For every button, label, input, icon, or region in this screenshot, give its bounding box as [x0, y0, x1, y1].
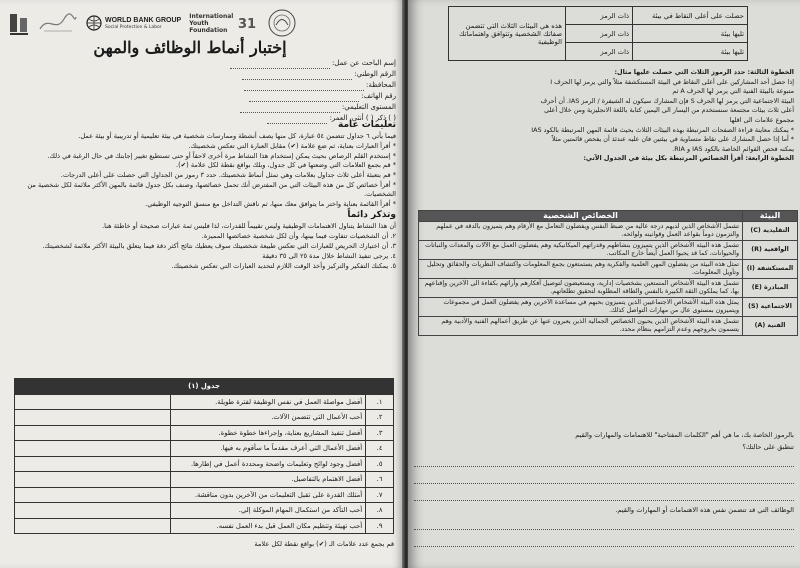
question-keywords-cont: تنطبق على حالتك؟: [742, 443, 794, 451]
step3-heading: الخطوة الثالثة: حدد الرموز الثلاث التي حصلت عليها مثال:: [614, 68, 794, 76]
table-row: [15, 518, 394, 534]
env-row: [419, 317, 798, 336]
education-field[interactable]: [240, 104, 340, 113]
instructions-heading: تعليمات عامة: [338, 120, 396, 130]
form-name-row: [6, 58, 396, 69]
row-answer-cell[interactable]: [15, 441, 171, 457]
education-label: المستوى التعليمي:: [341, 103, 396, 111]
national-id-field[interactable]: [242, 71, 352, 80]
applicant-form: [6, 58, 396, 124]
row-number: ٣.: [366, 425, 394, 441]
remember-item: ٤. يرجى تنفيذ النشاط خلال مدة ٢٥ الى ٣٥ دقيقة: [262, 251, 396, 260]
question-keywords: بالرموز الخاصة بك، ما هي أهم "الكلمات المفتاحية" للاهتمامات والمهارات والقيم: [575, 431, 794, 439]
instruction-item: * أقرأ العبارات بعناية، ثم ضع علامة (✔) مقابل العبارة التي تعكس شخصيتك.: [188, 141, 396, 150]
row-number: ٨.: [366, 503, 394, 519]
answer-line[interactable]: [414, 488, 794, 501]
partner-logo-icon: [8, 10, 30, 36]
env-traits: تشمل هذه البيئة الأشخاص المتمتعين بشخصيات إدارية، ويستعيضون لتوصيل أفكارهم وأرائهم بكفاءة الى الآخرين وإقناعهم بها، كما يملكون الثقة الكبيرة بالنفس والطاقة المطلوبة لتحقيق تطلعاتهم.: [419, 279, 743, 298]
form-id-row: [6, 69, 396, 80]
env-name: الاجتماعية (S): [743, 298, 798, 317]
row-answer-cell[interactable]: [15, 410, 171, 426]
traits-header: الخصائص الشخصية: [419, 211, 743, 222]
row-statement: أفضل الأعمال التي أعرف مقدماً ما سأقوم به فيها.: [170, 441, 366, 457]
instruction-item: * قم بجمع العلامات التي وضعتها في كل جدول، وبلك بواقع نقطة لكل علامة (✔).: [175, 161, 396, 170]
environments-table: [418, 210, 798, 336]
row-answer-cell[interactable]: [15, 487, 171, 503]
summary-label: تليها بيئة: [633, 25, 748, 43]
step3-line: البيئة الاجتماعية التي يرمز لها الحرف S فإن المشارك سيكون له الشيفرة / الرمز IAS. أن أحرف: [540, 96, 794, 105]
youth-logo-icon: [237, 13, 259, 33]
row-number: ٢.: [366, 410, 394, 426]
form-education-row: [6, 102, 396, 113]
row-statement: أفضل وجود لوائح وتعليمات واضحة ومحددة أعمل في إطارها.: [170, 456, 366, 472]
env-name: الواقعية (R): [743, 241, 798, 260]
step3-line: إذا حصل أحد المشاركين على أعلى النقاط في البيئة المستكشفة مثلاً والتي يرمز لها الحرف I: [550, 77, 794, 86]
env-name: المبادرة (E): [743, 279, 798, 298]
table-row: [15, 410, 394, 426]
table-row: [15, 456, 394, 472]
env-row: [419, 298, 798, 317]
world-bank-name: WORLD BANK GROUP: [105, 16, 182, 24]
row-statement: أحب التأكد من استكمال المهام الموكلة إلي.: [170, 503, 366, 519]
env-name: التقليدية (C): [743, 222, 798, 241]
env-traits: تشمل الأشخاص الذين لديهم درجة عالية من ضبط النفس ويفضلون التعامل مع الأرقام وهم يتميزون بالدقة في عملهم والتزمون دوماً بقواعد العمل وقوانينه ولوائحه.: [419, 222, 743, 241]
env-header: البيئة: [743, 211, 798, 222]
instructions-section: [8, 118, 396, 271]
summary-note: هذه هي البيئات الثلاث التي تتضمن صفاتك الشخصية وتتوافق واهتماماتك الوظيفية: [449, 7, 566, 61]
summary-label: تليها بيئة: [633, 43, 748, 61]
row-number: ٧.: [366, 487, 394, 503]
phone-field[interactable]: [249, 93, 359, 102]
env-header-row: [419, 211, 798, 222]
table-row: [15, 425, 394, 441]
table-row: [15, 394, 394, 410]
answer-line[interactable]: [414, 454, 794, 467]
phone-label: رقم الهاتف:: [361, 92, 396, 100]
top-summary-table: [448, 6, 748, 61]
row-statement: أفضل الاهتمام بالتفاصيل.: [170, 472, 366, 488]
remember-item: ٢. أن الشخصيات تتفاوت فيما بينها، وأن لكل شخصية خصائصها المميزة.: [201, 232, 396, 241]
row-statement: أحب تهيئة وتنظيم مكان العمل قبل بدء العمل نفسه.: [170, 518, 366, 534]
step3-line: متبوعة بالبيئة الفنية التي يرمز لها الحرف A ثم: [672, 87, 794, 96]
table-row: [15, 503, 394, 519]
question-jobs: الوظائف التي قد تتضمن نفس هذه الاهتمامات أو المهارات والقيم.: [615, 506, 794, 514]
row-statement: أفضل تنفيذ المشاريع بعناية، وإجراءها خطوة خطوة.: [170, 425, 366, 441]
table-footer: قم بجمع عدد علامات الـ (✔) بواقع نقطة لكل علامة: [254, 540, 394, 548]
row-number: ٦.: [366, 472, 394, 488]
summary-code[interactable]: ذات الرمز: [566, 25, 633, 43]
env-traits: تشمل هذه البيئة الأشخاص الذين يتميزون بنشاطهم وقدراتهم الميكانيكية وهم يفضلون العمل مع الآلات والمعدات والنباتات والحيوانات، كما قد يحبوا العمل أيضاً خارج المكاتب.: [419, 241, 743, 260]
step3-line: * أما إذا حصل المشارك على نقاط متساوية في بيئتين فان عليه عندئذ أن يفحص قائمتين مثلاً: [551, 135, 794, 144]
row-answer-cell[interactable]: [15, 456, 171, 472]
step3-line: أعلى ثلاث بيئات مجتمعة سنستخدم من اليسار الى اليمين كتابة باللغة الانجليزية ومن خلال أعلى: [544, 106, 794, 115]
step3-line: يمكنه فحص القوائم الخاصة بالكود IAS و RIA.: [672, 144, 794, 153]
remember-item: ٥. يمكنك التفكير والتركيز وأخذ الوقت اللازم لتحديد العبارات التي تعكس شخصيتك.: [171, 261, 396, 270]
instruction-item: * أقرأ القائمة بعناية واختر ما يتوافق معك منها، ثم ناقش التداخل مع منسق التوجيه الوظيفي.: [145, 199, 396, 208]
summary-code[interactable]: ذات الرمز: [566, 43, 633, 61]
answer-line[interactable]: [414, 517, 794, 530]
row-number: ٥.: [366, 456, 394, 472]
ministry-emblem-icon: [267, 8, 297, 38]
summary-label: حصلت على أعلى النقاط في بيئة: [633, 7, 748, 25]
instruction-item: * إستخدم القلم الرصاص بحيث يمكن إستخدام هذا النشاط مرة أخرى لاحقاً أو حتى تستطيع تغيير إجابتك في حال الرغبة في ذلك.: [47, 151, 396, 160]
row-number: ١.: [366, 394, 394, 410]
env-row: [419, 279, 798, 298]
summary-row: [449, 7, 748, 25]
statements-table: [14, 378, 394, 534]
step3-section: [414, 68, 794, 164]
row-answer-cell[interactable]: [15, 503, 171, 519]
governorate-label: المحافظة:: [366, 81, 396, 89]
row-statement: أمتلك القدرة على تقبل التعليمات من الآخرين بدون مناقشة.: [170, 487, 366, 503]
answer-line[interactable]: [414, 534, 794, 547]
row-statement: أحب الأعمال التي تتضمن الآلات.: [170, 410, 366, 426]
step3-line: مجموع علامات الى اقلها: [729, 115, 794, 124]
name-label: إسم الباحث عن عمل:: [331, 59, 396, 67]
table-row: [15, 487, 394, 503]
step3-line: * يمكنك معاينة قراءة الصفحات المرتبطة بهذه البيئات الثلاث بحيث قائمة المهن المرتبطة بالكود IAS: [531, 125, 794, 134]
national-id-label: الرقم الوطني:: [354, 70, 396, 78]
signature-logo-icon: [38, 11, 78, 35]
env-row: [419, 260, 798, 279]
env-name: المستكشفة (I): [743, 260, 798, 279]
row-answer-cell[interactable]: [15, 425, 171, 441]
form-phone-row: [6, 91, 396, 102]
row-answer-cell[interactable]: [15, 394, 171, 410]
iyf-logo: International Youth Foundation: [189, 12, 234, 34]
row-number: ٩.: [366, 518, 394, 534]
answer-line[interactable]: [414, 471, 794, 484]
instruction-item: * قم بتعبئة أعلى ثلاث جداول بعلامات وهي تمثل أنماط شخصيتك. حدد ٣ رموز من الجداول التي حصلت على أعلى الدرجات.: [60, 171, 396, 180]
env-row: [419, 222, 798, 241]
env-traits: يمثل هذه البيئة الأشخاص الاجتماعيين الذين يتميزون بحبهم في مساعدة الآخرين وهم يفضلون العمل في مجموعات ويتميزون بمستوى عال من مهارات التواصل كذلك.: [419, 298, 743, 317]
name-field[interactable]: [230, 60, 330, 69]
table-row: [15, 472, 394, 488]
remember-item: أن هذا النشاط يتناول الاهتمامات الوظيفية وليس تقييماً للقدرات، لذا فليس ثمة عبارات صحيحة أو خاطئة هنا.: [102, 222, 396, 231]
world-bank-logo: [86, 15, 181, 31]
instruction-item: فيما يأتي ٦ جداول تتضمن ٥٤ عبارة، كل منها يصف أنشطة وممارسات شخصية في بيئة تعليمية أو تدريبية أو بيئة عمل.: [78, 132, 396, 140]
world-bank-sub: Social Protection & Labor: [105, 24, 162, 30]
row-answer-cell[interactable]: [15, 518, 171, 534]
env-traits: تشمل هذه البيئة الأشخاص الذين يحبون الخصائص الجمالية الذين يعبرون عنها عن طريق أعمالهم الفنية والأدبية وهم يتسمون بخروجهم وعدم التزامهم بنظام محدد.: [419, 317, 743, 336]
summary-code[interactable]: ذات الرمز: [566, 7, 633, 25]
table-row: [15, 441, 394, 457]
table-title: جدول (١): [15, 379, 394, 395]
remember-heading: وتذكر دائماً: [347, 210, 396, 221]
row-statement: أفضل مواصلة العمل في نفس الوظيفة لفترة طويلة.: [170, 394, 366, 410]
step4-heading: الخطوة الرابعة: أقرأ الخصائص المرتبطة بكل بيئة في الجدول الآتي:: [583, 154, 794, 163]
reflection-section: [414, 430, 794, 551]
env-row: [419, 241, 798, 260]
logo-row: [8, 6, 396, 40]
remember-item: ٣. أن اختيارك الحريص للعبارات التي تعكس طبيعة شخصيتك سوف يعطيك نتائج أكثر دقة فيما يتعلق بالبيئة الأكثر ملائمة لشخصيتك.: [42, 241, 396, 250]
governorate-field[interactable]: [244, 82, 364, 91]
form-governorate-row: [6, 80, 396, 91]
globe-icon: [86, 15, 102, 31]
instruction-item: * أقرأ خصائص كل من هذه البيئات التي من المفترض أنك تحمل خصائصها، وصنف بكل جدول قائمة بالمهن الأكثر ملائمة لكل شخصية من الشخصيات.: [27, 180, 396, 198]
right-page: [408, 0, 800, 568]
env-traits: تمثل هذه البيئة من يفضلون المهن العلمية والفكرية وهم يستمتعون بجمع المعلومات واكتشاف النظريات والحقائق وتحليل وتأويل المعلومات.: [419, 260, 743, 279]
svg-text:31: 31: [238, 17, 257, 32]
row-answer-cell[interactable]: [15, 472, 171, 488]
row-number: ٤.: [366, 441, 394, 457]
env-name: الفنية (A): [743, 317, 798, 336]
gender-label: ( ) ذكر ( ) أنثى، العمر:: [329, 114, 396, 122]
page-title: إختبار أنماط الوظائف والمهن: [93, 38, 287, 57]
